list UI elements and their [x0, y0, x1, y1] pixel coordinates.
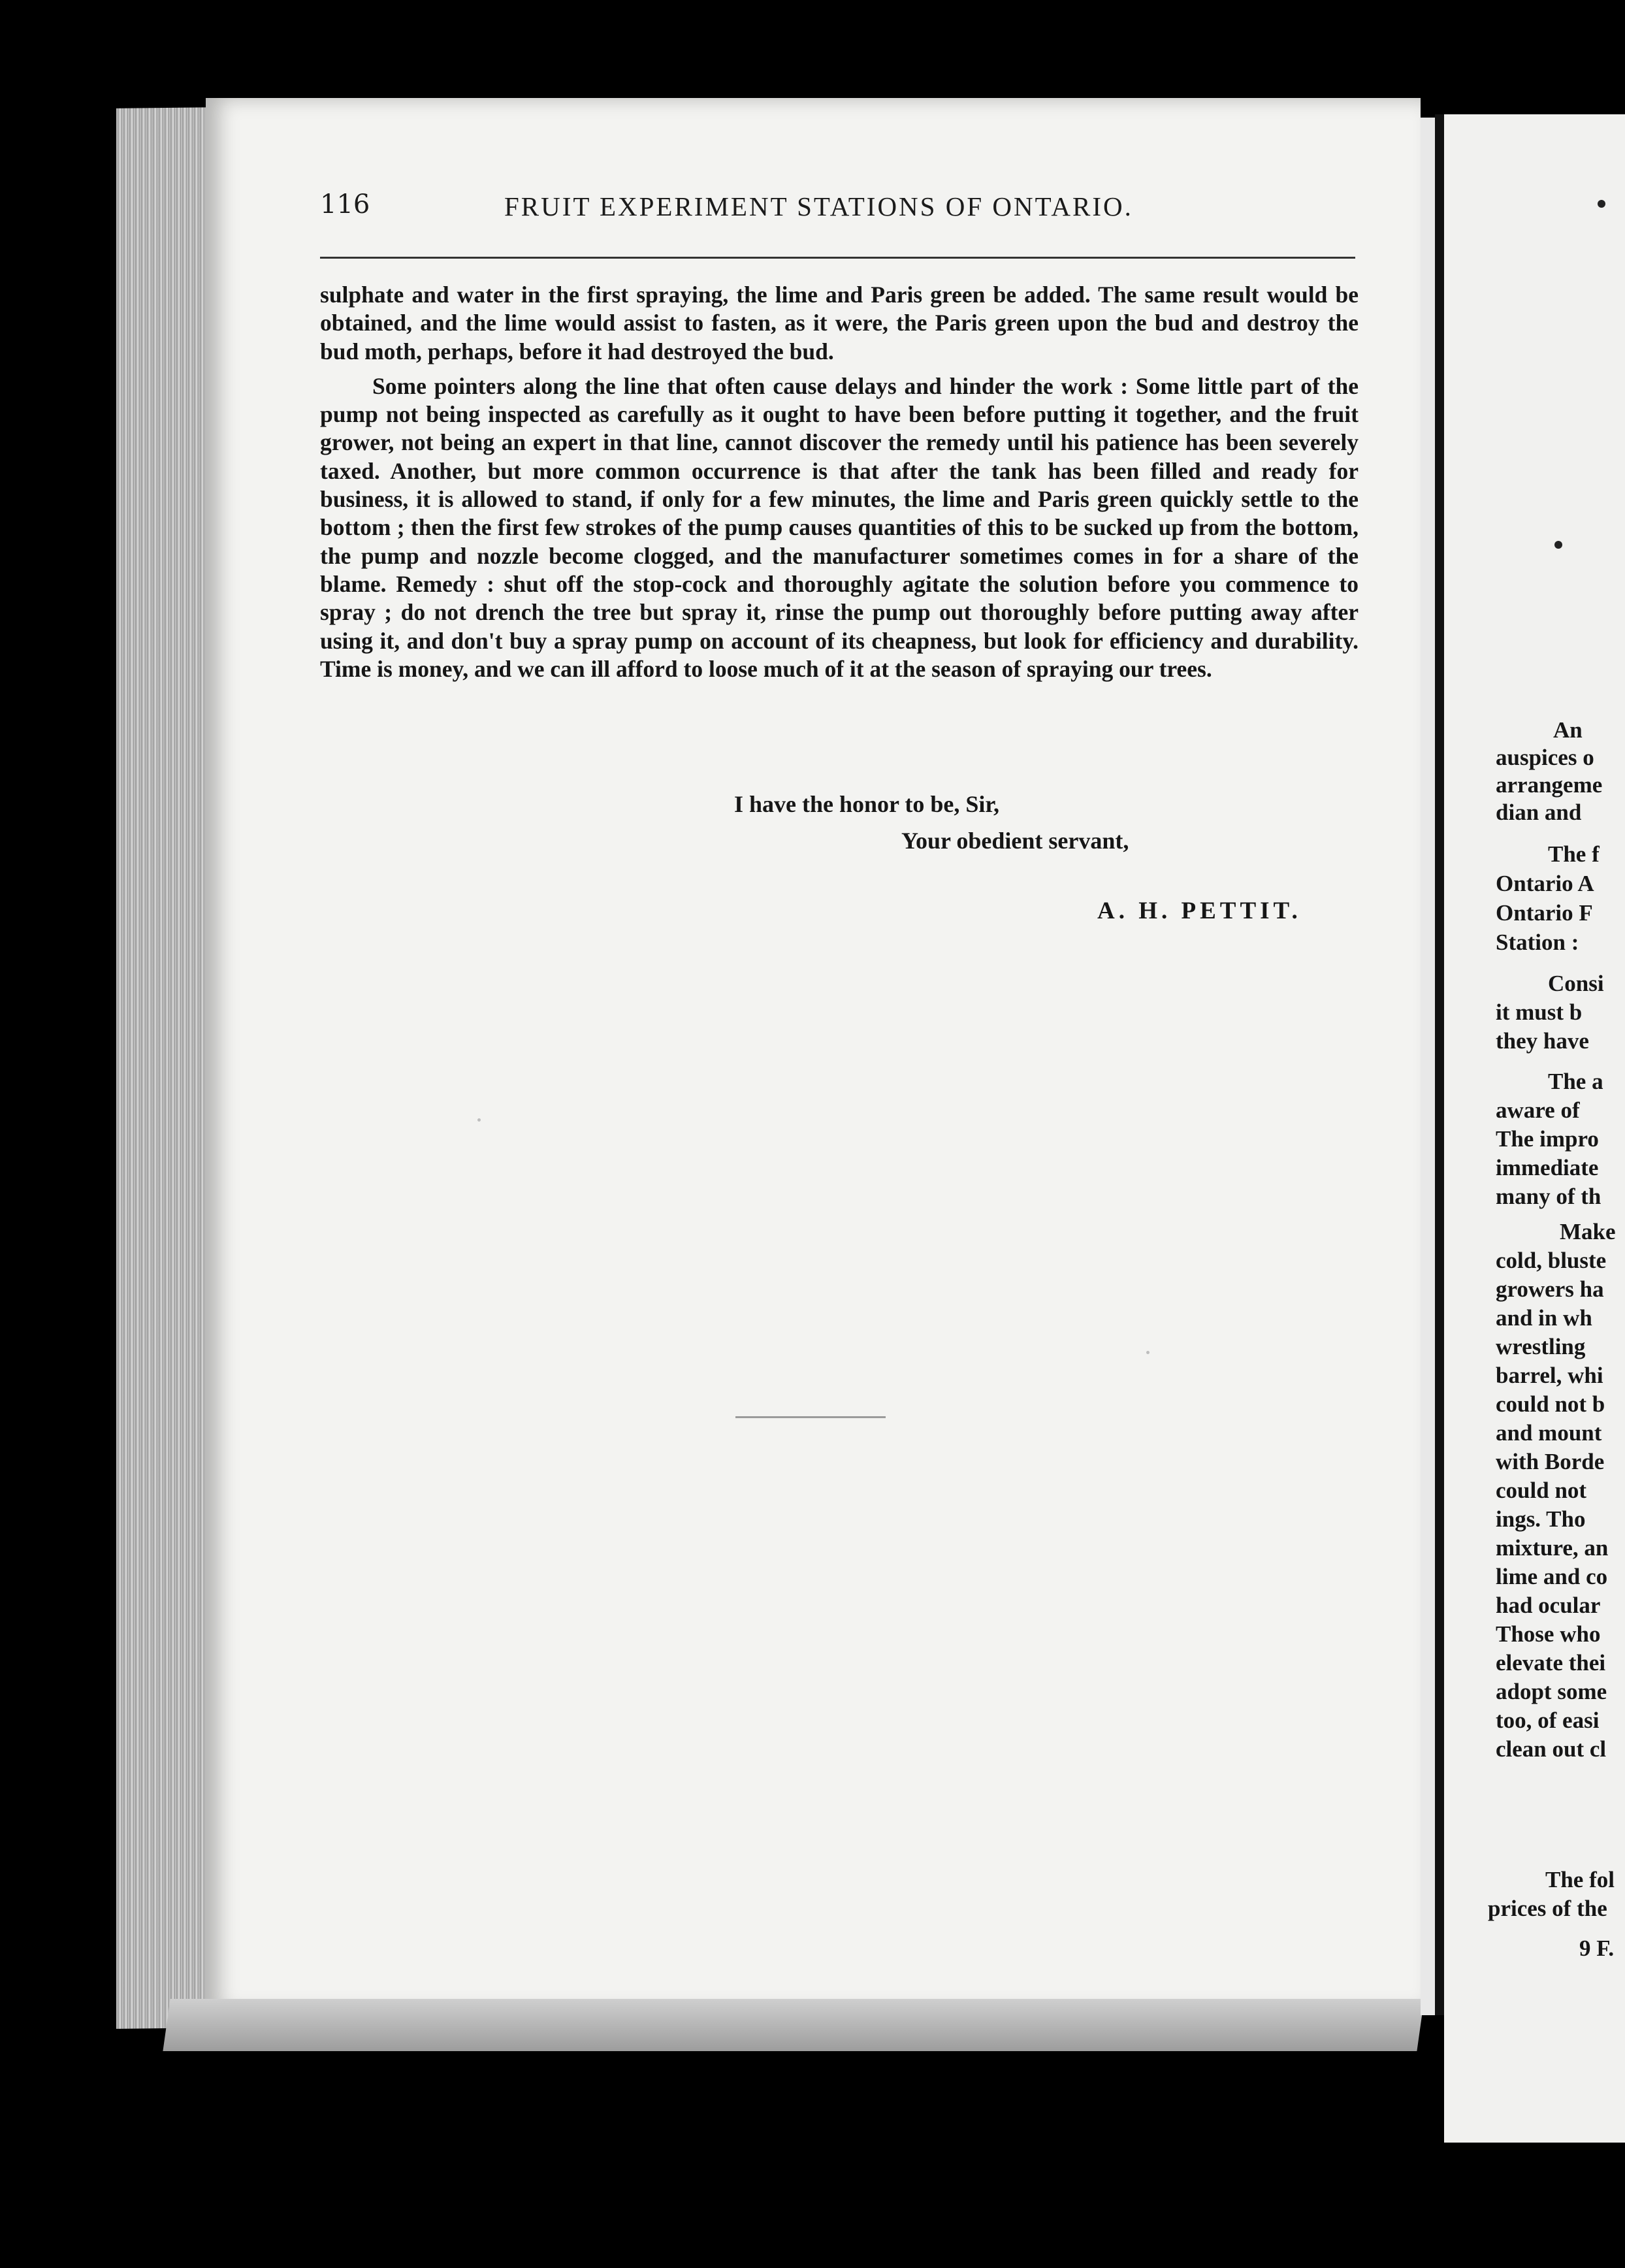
- right-page-line: and mount: [1496, 1420, 1602, 1446]
- right-page-line: prices of the: [1488, 1896, 1607, 1921]
- right-page-line: Ontario A: [1496, 871, 1594, 896]
- right-page-line: aware of: [1496, 1097, 1580, 1123]
- right-page-line: ings. Tho: [1496, 1506, 1586, 1532]
- valediction: Your obedient servant,: [901, 828, 1129, 854]
- right-page-line: auspices o: [1496, 745, 1594, 770]
- right-page-line: The fol: [1545, 1867, 1615, 1892]
- paragraph: sulphate and water in the first spraying, the lime and Paris green be added. The same result would be obtained, and the lime would assist to fasten, as it were, the Paris green upon the bud and destroy the bud moth, perhaps, before it had destroyed the bud.: [320, 282, 1359, 364]
- right-page-line: could not: [1496, 1478, 1587, 1503]
- page-edge-stack: [116, 107, 221, 2029]
- right-page-line: Ontario F: [1496, 900, 1593, 926]
- right-page-line: too, of easi: [1496, 1708, 1600, 1733]
- ink-dot: [1598, 200, 1605, 208]
- ink-dot: [1554, 541, 1562, 549]
- book-spine: [1435, 114, 1444, 2015]
- right-page-line: many of th: [1496, 1184, 1601, 1209]
- right-page-line: it must b: [1496, 999, 1583, 1025]
- right-page-line: adopt some: [1496, 1679, 1607, 1704]
- right-page-line: could not b: [1496, 1391, 1605, 1417]
- right-page-line: wrestling: [1496, 1334, 1586, 1359]
- right-page-line: they have: [1496, 1028, 1589, 1054]
- right-page-line: Make: [1560, 1219, 1616, 1244]
- right-page-line: arrangeme: [1496, 772, 1603, 798]
- right-page-line: elevate thei: [1496, 1650, 1606, 1676]
- right-page-line: The a: [1548, 1069, 1603, 1094]
- right-page-line: with Borde: [1496, 1449, 1605, 1474]
- section-separator: [735, 1416, 886, 1418]
- right-page-line: mixture, an: [1496, 1535, 1609, 1561]
- right-page-line: The f: [1548, 841, 1600, 867]
- right-page-line: and in wh: [1496, 1305, 1592, 1331]
- right-page-line: growers ha: [1496, 1276, 1604, 1302]
- body-text: [320, 281, 1359, 690]
- header-rule: [320, 257, 1355, 259]
- right-page-line: Consi: [1548, 971, 1604, 996]
- page-bottom-shadow: [163, 1999, 1424, 2051]
- right-page-line: clean out cl: [1496, 1736, 1607, 1762]
- right-page-line: dian and: [1496, 800, 1582, 825]
- right-page-line: Those who: [1496, 1621, 1601, 1647]
- right-page-line: had ocular: [1496, 1593, 1601, 1618]
- right-page-line: The impro: [1496, 1126, 1599, 1152]
- right-page-line: cold, bluste: [1496, 1248, 1607, 1273]
- ink-speck: [1146, 1351, 1150, 1354]
- right-page-line: lime and co: [1496, 1564, 1608, 1589]
- page-number: 116: [320, 189, 370, 219]
- closing-line: I have the honor to be, Sir,: [734, 791, 1000, 817]
- right-page-line: 9 F.: [1579, 1936, 1615, 1961]
- signature: A. H. PETTIT.: [1097, 898, 1302, 924]
- right-page-line: An: [1553, 717, 1583, 743]
- ink-speck: [477, 1118, 481, 1122]
- right-page-line: barrel, whi: [1496, 1363, 1603, 1388]
- running-head: FRUIT EXPERIMENT STATIONS OF ONTARIO.: [504, 191, 1133, 221]
- right-page-line: Station :: [1496, 930, 1579, 955]
- paragraph: Some pointers along the line that often cause delays and hinder the work : Some little part of the pump not being inspected as carefully as it ought to have been before putting it together, and the fruit grower, not being an expert in that line, cannot discover the remedy until his patience has been severely taxed. Another, but more common occurrence is that after the tank has been filled and ready for business, it is allowed to stand, if only for a few minutes, the lime and Paris green quickly settle to the bottom ; then the first few strokes of the pump causes quantities of this to be sucked up from the bottom, the pump and nozzle become clogged, and the manufacturer sometimes comes in for a share of the blame. Remedy : shut off the stop-cock and thoroughly agitate the solution before you commence to spray ; do not drench the tree but spray it, rinse the pump out thoroughly before putting away after using it, and don't buy a spray pump on account of its cheapness, but look for efficiency and durability. Time is money, and we can ill afford to loose much of it at the season of spraying our trees.: [320, 372, 1359, 682]
- right-page-line: immediate: [1496, 1155, 1599, 1180]
